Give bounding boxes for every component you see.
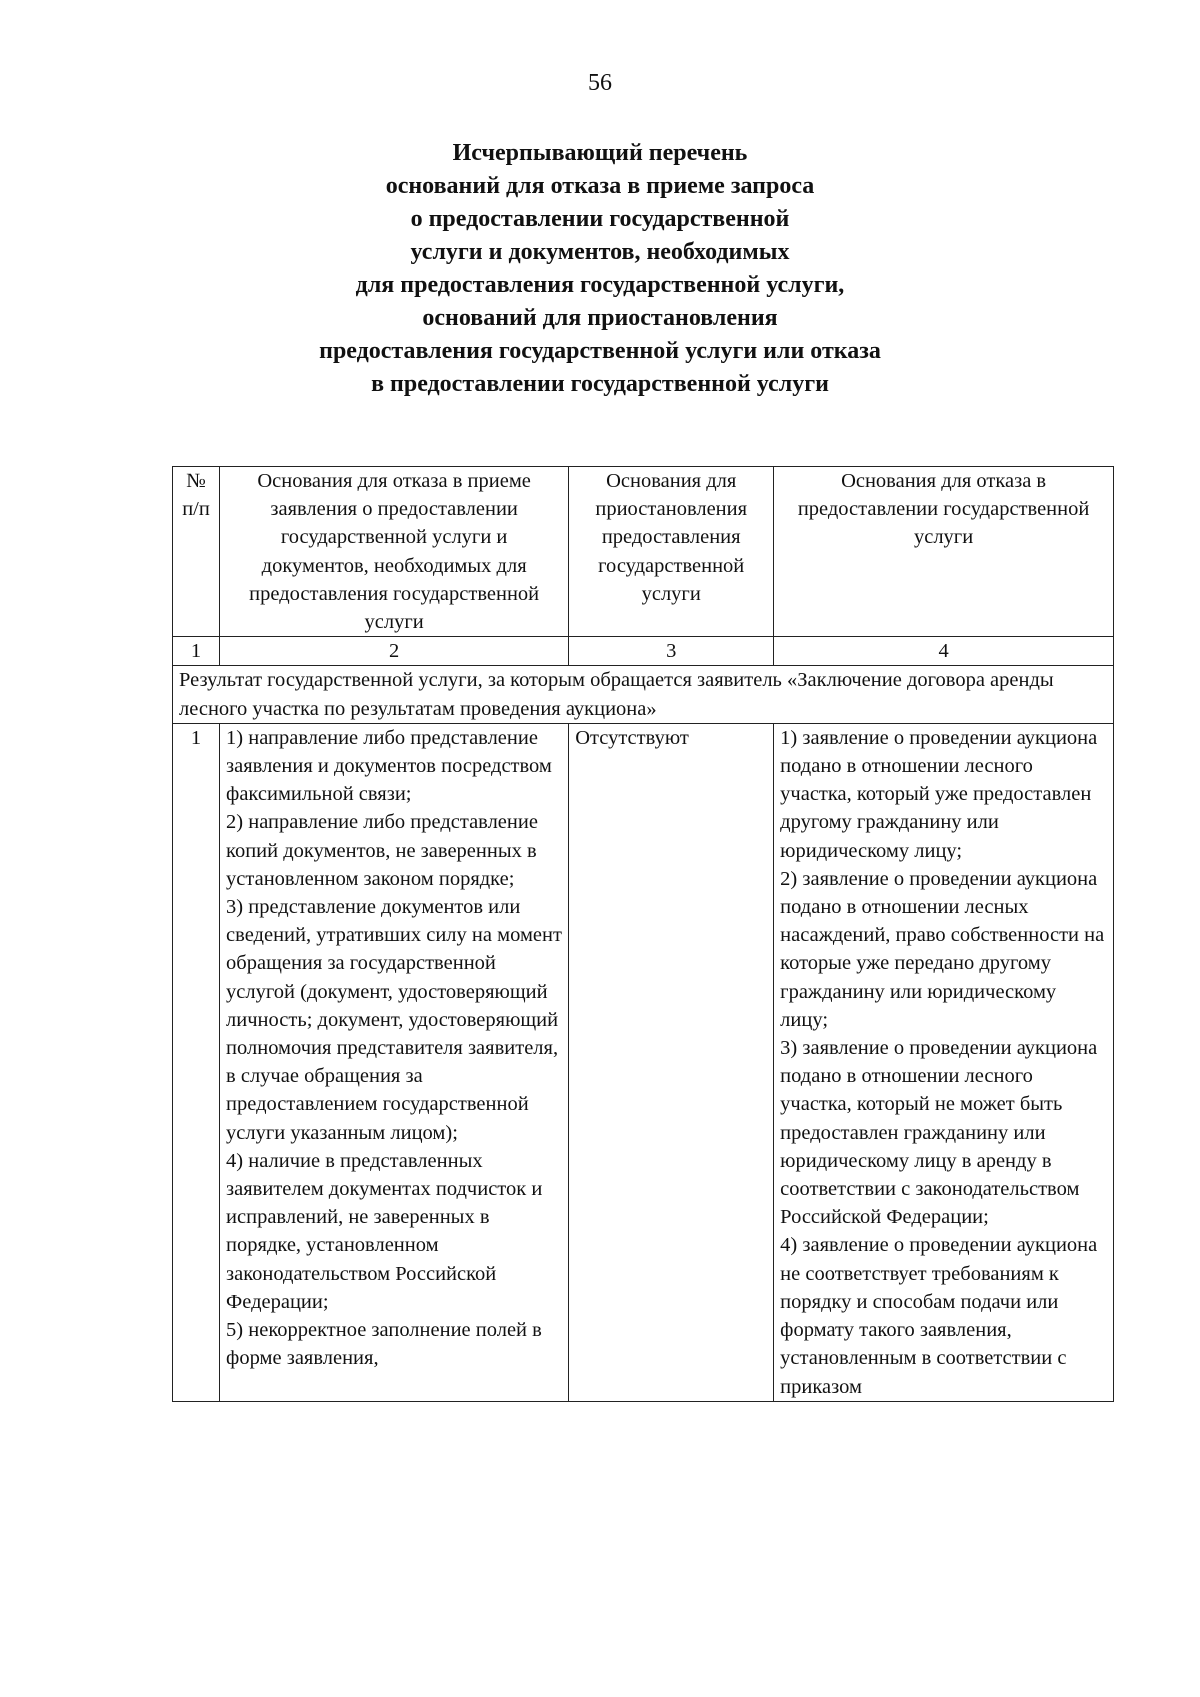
list-item: 2) заявление о проведении аукциона подано в отношении лесных насаждений, право собственности на которые уже передано другому гражданину или юридическому лицу; [780, 867, 1105, 1031]
list-item: 1) заявление о проведении аукциона подано в отношении лесного участка, который уже предоставлен другому гражданину или юридическому лицу; [780, 726, 1098, 862]
suspension-cell: Отсутствуют [569, 723, 774, 1401]
document-title [0, 137, 1200, 401]
numbering-cell: 2 [220, 637, 569, 666]
title-line: для предоставления государственной услуги, [355, 272, 845, 298]
section-heading: Результат государственной услуги, за которым обращается заявитель «Заключение договора аренды лесного участка по результатам проведения аукциона» [173, 666, 1114, 723]
list-item: 3) представление документов или сведений, утративших силу на момент обращения за государственной услугой (документ, удостоверяющий личность; документ, удостоверяющий полномочия представителя заявителя, в случае обращения за предоставлением государственной услуги указанным лицом); [226, 896, 562, 1144]
header-number: № п/п [173, 467, 220, 637]
page-number: 56 [588, 70, 612, 96]
list-item: 1) направление либо представление заявления и документов посредством факсимильной связи; [226, 726, 552, 806]
numbering-cell: 4 [774, 637, 1114, 666]
title-line: услуги и документов, необходимых [410, 239, 790, 265]
list-item: 3) заявление о проведении аукциона подано в отношении лесного участка, который не может быть предоставлен гражданину или юридическому лицу в аренду в соответствии с законодательством Российской Федерации; [780, 1037, 1098, 1229]
list-item: 5) некорректное заполнение полей в форме заявления, [226, 1319, 542, 1370]
list-item: 4) наличие в представленных заявителем документах подчисток и исправлений, не заверенных в порядке, установленном законодательством Российской Федерации; [226, 1149, 543, 1313]
refusal-acceptance-cell [220, 723, 569, 1401]
title-line: в предоставлении государственной услуги [371, 371, 829, 397]
title-line: Исчерпывающий перечень [452, 140, 748, 166]
list-item: 2) направление либо представление копий документов, не заверенных в установленном законом порядке; [226, 811, 538, 890]
title-line: оснований для отказа в приеме запроса [385, 173, 815, 199]
title-line: о предоставлении государственной [410, 206, 790, 232]
list-item: 4) заявление о проведении аукциона не соответствует требованиям к порядку и способам подачи или формату такого заявления, установленным в соответствии с приказом [780, 1234, 1098, 1398]
header-refusal-provision: Основания для отказа в предоставлении государственной услуги [774, 467, 1114, 637]
table-header-row [173, 467, 1114, 637]
title-line: предоставления государственной услуги или отказа [319, 338, 881, 364]
numbering-cell: 3 [569, 637, 774, 666]
header-suspension: Основания для приостановления предоставления государственной услуги [569, 467, 774, 637]
numbering-cell: 1 [173, 637, 220, 666]
section-row [173, 666, 1114, 723]
title-line: оснований для приостановления [422, 305, 778, 331]
table-row [173, 723, 1114, 1401]
grounds-table [172, 466, 1114, 1402]
row-number: 1 [173, 723, 220, 1401]
refusal-provision-cell [774, 723, 1114, 1401]
numbering-row [173, 637, 1114, 666]
header-refusal-acceptance: Основания для отказа в приеме заявления о предоставлении государственной услуги и документов, необходимых для предоставления государственной услуги [220, 467, 569, 637]
